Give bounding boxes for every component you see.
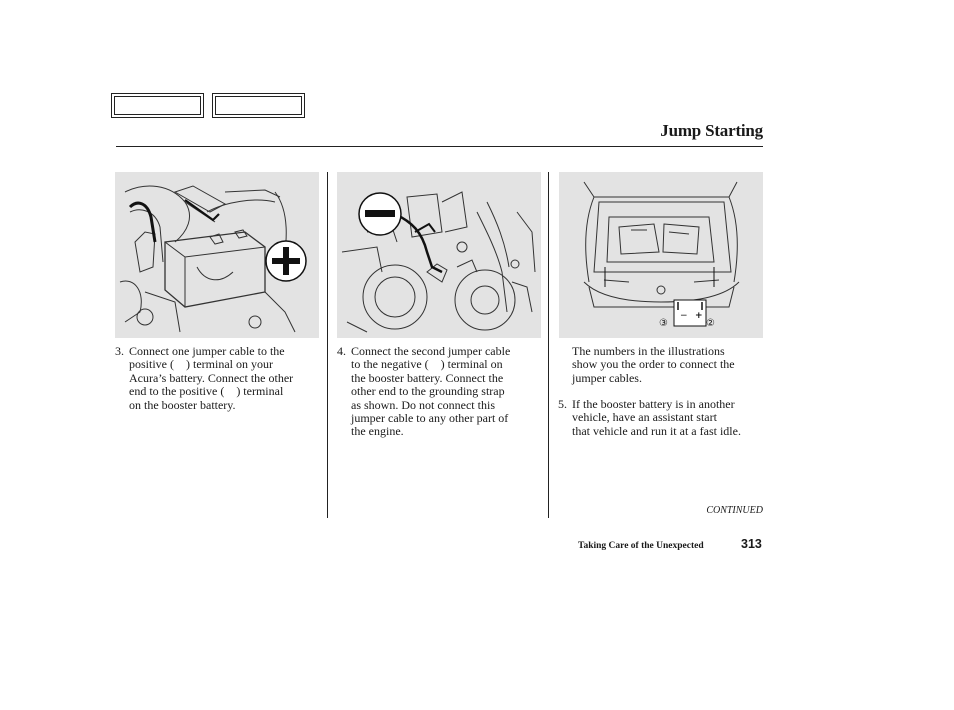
grounding-strap-illustration xyxy=(337,172,541,338)
step-line: Acura’s battery. Connect the other xyxy=(129,370,294,385)
order-note-paragraph xyxy=(572,345,764,385)
step-line: the engine. xyxy=(351,424,404,439)
step-line: other end to the grounding strap xyxy=(351,384,505,399)
step-line: vehicle, have an assistant start xyxy=(572,410,717,425)
step-4-paragraph xyxy=(337,344,543,439)
column-divider xyxy=(327,172,328,518)
step-line: the booster battery. Connect the xyxy=(351,370,504,385)
section-name: Taking Care of the Unexpected xyxy=(578,541,704,551)
step-line: Connect one jumper cable to the xyxy=(129,344,285,358)
nav-tab-contents-button[interactable] xyxy=(111,93,204,118)
title-divider xyxy=(116,146,763,147)
engine-battery-illustration xyxy=(115,172,319,338)
step-line: show you the order to connect the xyxy=(572,357,735,372)
figure-negative-terminal xyxy=(337,172,541,338)
step-line: The numbers in the illustrations xyxy=(572,344,725,358)
order-mark-2: ② xyxy=(706,318,715,329)
step-line: that vehicle and run it at a fast idle. xyxy=(572,423,741,438)
vehicle-front-illustration xyxy=(559,172,763,338)
step-line: end to the positive ( ) terminal xyxy=(129,384,284,399)
step-5-paragraph xyxy=(558,397,764,438)
svg-text:−: − xyxy=(680,311,688,321)
step-line: to the negative ( ) terminal on xyxy=(351,357,503,372)
figure-positive-terminal xyxy=(115,172,319,338)
column-divider xyxy=(548,172,549,518)
nav-tab-index-button[interactable] xyxy=(212,93,305,118)
step-line: jumper cable to any other part of xyxy=(351,411,509,426)
step-line: jumper cables. xyxy=(572,370,642,385)
page-number: 313 xyxy=(741,537,762,551)
step-line: positive ( ) terminal on your xyxy=(129,357,273,372)
step-line: as shown. Do not connect this xyxy=(351,397,495,412)
figure-connection-order xyxy=(559,172,763,338)
svg-text:+: + xyxy=(695,311,703,321)
step-line: on the booster battery. xyxy=(129,397,236,412)
step-line: Connect the second jumper cable xyxy=(351,344,511,358)
minus-sign-icon xyxy=(365,210,395,217)
step-number: 3. xyxy=(115,344,124,358)
order-mark-3: ③ xyxy=(659,318,668,329)
step-number: 4. xyxy=(337,344,346,358)
step-number: 5. xyxy=(558,397,567,411)
step-line: If the booster battery is in another xyxy=(572,397,735,411)
continued-label: CONTINUED xyxy=(706,505,763,516)
step-3-paragraph xyxy=(115,344,321,412)
page-title: Jump Starting xyxy=(660,121,763,140)
